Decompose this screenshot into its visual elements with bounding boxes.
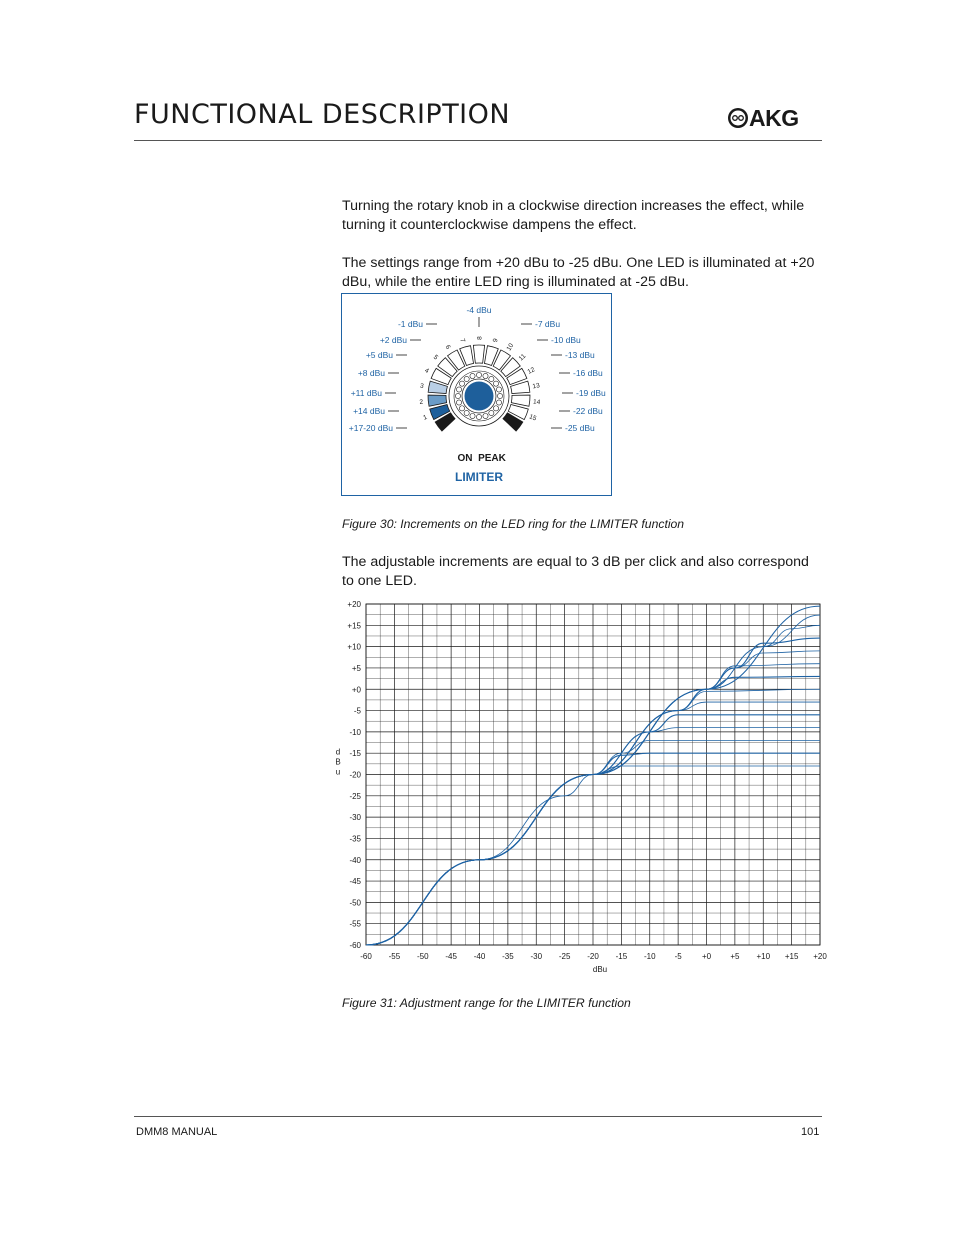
label-right-5: -22 dBu <box>573 406 603 416</box>
y-tick-label: +0 <box>351 685 361 695</box>
x-tick-label: -5 <box>674 952 682 961</box>
akg-emblem-icon <box>727 107 749 129</box>
logo-text: AKG <box>749 105 799 131</box>
ring-number: 1 <box>422 413 429 422</box>
x-tick-label: -55 <box>388 952 401 961</box>
ring-number: 8 <box>476 336 484 340</box>
ring-number: 15 <box>528 413 538 423</box>
page-number: 101 <box>801 1126 820 1138</box>
footer-rule <box>134 1116 822 1117</box>
label-right-3: -16 dBu <box>573 368 603 378</box>
label-right-0: -7 dBu <box>535 319 561 329</box>
label-left-3: +8 dBu <box>357 368 385 378</box>
x-tick-label: -60 <box>360 952 372 961</box>
label-top: -4 dBu <box>466 305 492 315</box>
ring-number: 10 <box>505 342 516 353</box>
ring-number: 12 <box>526 366 537 376</box>
label-left-0: +17-20 dBu <box>348 423 393 433</box>
label-right-4: -19 dBu <box>576 388 606 398</box>
led-segment-14 <box>511 395 530 406</box>
led-segment-8 <box>473 345 484 363</box>
label-right-6: -25 dBu <box>565 423 595 433</box>
x-axis-label: dBu <box>592 965 608 974</box>
x-tick-label: -40 <box>473 952 486 961</box>
label-right-1: -10 dBu <box>551 335 581 345</box>
paragraph-3: The adjustable increments are equal to 3 dB per click and also correspond to one LED. <box>342 554 809 589</box>
label-left-6: -1 dBu <box>397 319 423 329</box>
y-tick-label: -40 <box>349 855 361 865</box>
ring-number: 9 <box>491 337 500 344</box>
limiter-label: LIMITER <box>455 470 503 484</box>
y-tick-label: -60 <box>349 941 361 950</box>
ring-number: 11 <box>517 352 528 363</box>
figure-31-caption: Figure 31: Adjustment range for the LIMITER function <box>342 996 631 1010</box>
y-tick-label: +20 <box>347 600 361 609</box>
ring-number: 6 <box>443 343 452 351</box>
on-label: ON <box>457 453 473 464</box>
label-right-2: -13 dBu <box>565 350 595 360</box>
label-left-5: +2 dBu <box>379 335 407 345</box>
x-tick-label: +5 <box>730 952 740 961</box>
paragraph-2: The settings range from +20 dBu to -25 dBu. One LED is illuminated at +20 dBu, while the entire LED ring is illuminated at -25 dBu. <box>342 255 815 290</box>
ring-number: 4 <box>423 367 430 375</box>
y-tick-label: -50 <box>349 898 361 908</box>
figure-30-led-ring <box>341 293 612 496</box>
x-tick-label: -45 <box>445 952 457 961</box>
x-tick-label: -15 <box>615 952 628 961</box>
y-tick-label: -30 <box>349 813 361 823</box>
rotary-knob-cap[interactable] <box>465 382 494 411</box>
y-tick-label: -20 <box>349 770 361 780</box>
ring-number: 5 <box>431 353 440 362</box>
akg-logo <box>727 106 823 130</box>
ring-number: 7 <box>458 337 467 344</box>
y-tick-label: +15 <box>347 621 361 631</box>
y-tick-label: -45 <box>349 877 361 887</box>
ring-number: 14 <box>532 398 541 407</box>
peak-label: PEAK <box>478 453 506 464</box>
y-tick-label: +5 <box>351 663 361 673</box>
y-axis-label: d B u <box>335 747 341 777</box>
ring-number: 13 <box>531 382 541 391</box>
x-tick-label: +15 <box>784 952 799 961</box>
x-tick-label: -50 <box>416 952 429 961</box>
ring-number: 2 <box>419 398 424 406</box>
led-segment-2 <box>428 395 447 406</box>
x-tick-label: -20 <box>587 952 599 961</box>
footer-manual-name: DMM8 MANUAL <box>136 1126 218 1138</box>
figure-30-caption: Figure 30: Increments on the LED ring for the LIMITER function <box>342 517 685 531</box>
y-tick-label: -25 <box>349 791 361 801</box>
x-tick-label: -10 <box>643 952 656 961</box>
y-tick-label: -55 <box>349 919 361 929</box>
paragraph-1: Turning the rotary knob in a clockwise direction increases the effect, while turning it counterclockwise dampens the effect. <box>342 198 805 233</box>
ring-number: 3 <box>419 382 425 391</box>
y-tick-label: -35 <box>349 834 361 844</box>
y-tick-label: -10 <box>349 727 361 737</box>
x-tick-label: -30 <box>530 952 543 961</box>
label-left-2: +11 dBu <box>350 388 382 398</box>
x-tick-label: +0 <box>701 952 712 961</box>
header-rule <box>134 140 822 141</box>
x-tick-label: -25 <box>558 952 571 961</box>
x-tick-label: -35 <box>502 952 514 961</box>
label-left-4: +5 dBu <box>365 350 393 360</box>
x-tick-label: +10 <box>756 952 771 961</box>
y-tick-label: +10 <box>347 642 361 652</box>
page-title: FUNCTIONAL DESCRIPTION <box>134 99 511 130</box>
label-left-1: +14 dBu <box>353 406 385 416</box>
y-tick-label: -15 <box>349 749 361 759</box>
y-tick-label: -5 <box>353 706 361 716</box>
x-tick-label: +20 <box>813 952 827 961</box>
figure-31-chart <box>330 596 830 976</box>
